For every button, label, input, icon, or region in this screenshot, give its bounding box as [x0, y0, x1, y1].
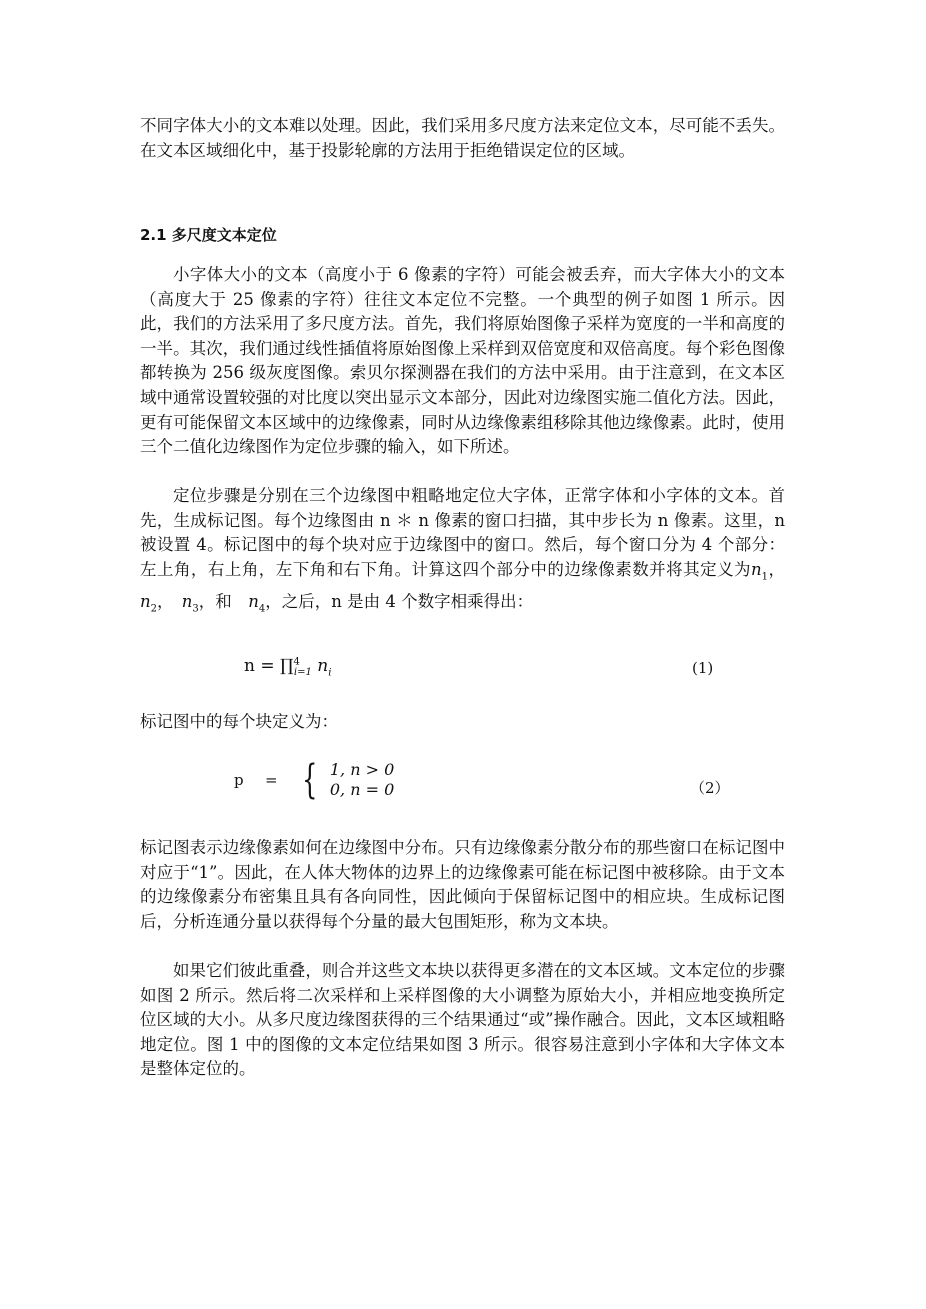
paragraph-2-text-b: ，之后，n 是由 4 个数字相乘得出：	[265, 591, 534, 611]
section-heading: 2.1 多尺度文本定位	[140, 226, 277, 244]
product-symbol: ∏	[280, 656, 294, 676]
equation-2: p = { 1, n > 0 0, n = 0	[234, 757, 395, 803]
equation-1-number: (1)	[692, 659, 714, 677]
paragraph-2-text-a: 定位步骤是分别在三个边缘图中粗略地定位大字体，正常字体和小字体的文本。首先，生成标记图。每个边缘图由 n ＊ n 像素的窗口扫描，其中步长为 n 像素。这里，n 被设置 4。标记图中的每个块对应于边缘图中的窗口。然后，每个窗口分为 4 个部分：左上角，右上角，左下角和右下角。计算这四个部分中的边缘像素数并将其定义为	[140, 486, 785, 579]
body-paragraph-2: 定位步骤是分别在三个边缘图中粗略地定位大字体，正常字体和小字体的文本。首先，生成标记图。每个边缘图由 n ＊ n 像素的窗口扫描，其中步长为 n 像素。这里，n 被设置 4。标记图中的每个块对应于边缘图中的窗口。然后，每个窗口分为 4 个部分：左上角，右上角，左下角和右下角。计算这四个部分中的边缘像素数并将其定义为$n_1$，$n_2$， $n_3$，和 $n_4$，之后，n 是由 4 个数字相乘得出：	[140, 486, 786, 614]
cases-brace: {	[302, 757, 318, 803]
equation-1: n = ∏$^4_{i=1}$ $n_i$	[244, 656, 332, 679]
cases-block: 1, n > 0 0, n = 0	[329, 760, 395, 799]
equation-2-number: （2）	[690, 779, 730, 797]
body-paragraph-3: 标记图中的每个块定义为：	[140, 712, 338, 731]
body-paragraph-4: 标记图表示边缘像素如何在边缘图中分布。只有边缘像素分散分布的那些窗口在标记图中对应于“1”。因此，在人体大物体的边界上的边缘像素可能在标记图中被移除。由于文本的边缘像素分布密集且具有各向同性，因此倾向于保留标记图中的相应块。生成标记图后，分析连通分量以获得每个分量的最大包围矩形，称为文本块。	[140, 838, 785, 931]
intro-paragraph: 不同字体大小的文本难以处理。因此，我们采用多尺度方法来定位文本，尽可能不丢失。在文本区域细化中，基于投影轮廓的方法用于拒绝错误定位的区域。	[140, 116, 785, 160]
body-paragraph-5: 如果它们彼此重叠，则合并这些文本块以获得更多潜在的文本区域。文本定位的步骤如图 2 所示。然后将二次采样和上采样图像的大小调整为原始大小，并相应地变换所定位区域的大小。从多尺度边缘图获得的三个结果通过“或”操作融合。因此，文本区域粗略地定位。图 1 中的图像的文本定位结果如图 3 所示。很容易注意到小字体和大字体文本是整体定位的。	[140, 961, 785, 1079]
body-paragraph-1: 小字体大小的文本（高度小于 6 像素的字符）可能会被丢弃，而大字体大小的文本（高度大于 25 像素的字符）往往文本定位不完整。一个典型的例子如图 1 所示。因此，我们的方法采用了多尺度方法。首先，我们将原始图像子采样为宽度的一半和高度的一半。其次，我们通过线性插值将原始图像上采样到双倍宽度和双倍高度。每个彩色图像都转换为 256 级灰度图像。索贝尔探测器在我们的方法中采用。由于注意到，在文本区域中通常设置较强的对比度以突出显示文本部分，因此对边缘图实施二值化方法。因此，更有可能保留文本区域中的边缘像素，同时从边缘像素组移除其他边缘像素。此时，使用三个二值化边缘图作为定位步骤的输入，如下所述。	[140, 265, 785, 457]
